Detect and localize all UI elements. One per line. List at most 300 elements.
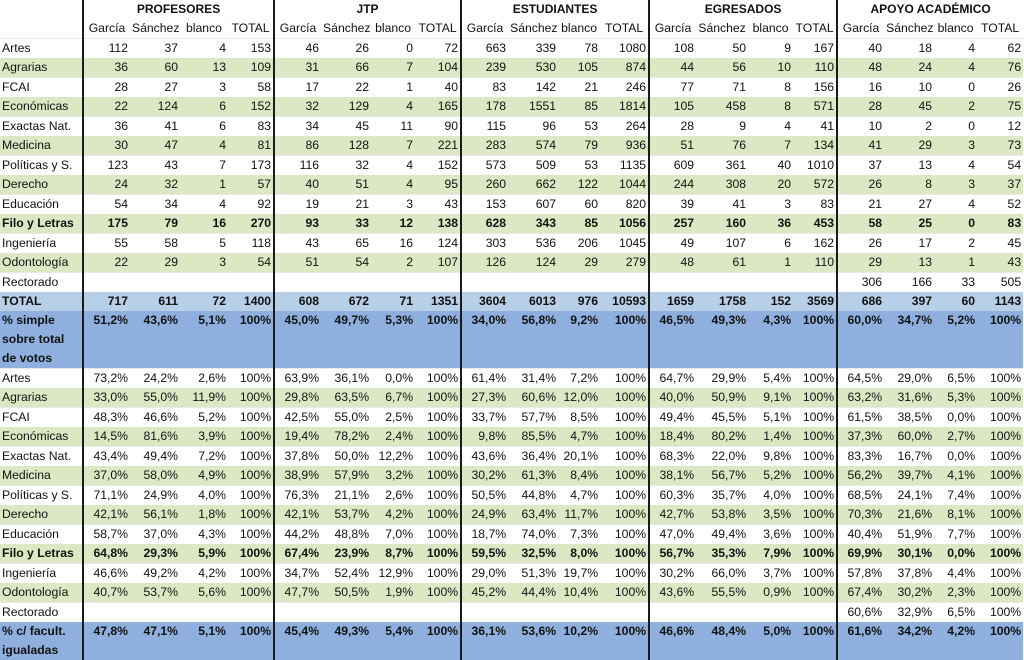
data-cell[interactable]: 63,9% bbox=[274, 369, 321, 389]
data-cell[interactable]: 0,0% bbox=[934, 544, 977, 564]
data-cell[interactable]: 95 bbox=[415, 175, 461, 195]
data-cell[interactable] bbox=[558, 273, 600, 293]
data-cell[interactable]: 75 bbox=[977, 97, 1023, 117]
data-cell[interactable]: 54 bbox=[977, 156, 1023, 176]
data-cell[interactable]: 60,3% bbox=[649, 486, 696, 506]
data-cell[interactable]: 41 bbox=[130, 117, 180, 137]
column-header[interactable]: blanco bbox=[371, 19, 415, 39]
data-cell[interactable]: 100% bbox=[793, 544, 837, 564]
data-cell[interactable]: 44,8% bbox=[508, 486, 558, 506]
data-cell[interactable]: 42,5% bbox=[274, 408, 321, 428]
data-cell[interactable]: 100% bbox=[600, 525, 649, 545]
data-cell[interactable]: 112 bbox=[83, 39, 130, 59]
data-cell[interactable]: 28 bbox=[649, 117, 696, 137]
data-cell[interactable]: 10 bbox=[837, 117, 884, 137]
data-cell[interactable]: 686 bbox=[837, 292, 884, 311]
data-cell[interactable]: 5,2% bbox=[748, 466, 793, 486]
data-cell[interactable]: 47 bbox=[130, 136, 180, 156]
data-cell[interactable]: 458 bbox=[696, 97, 748, 117]
data-cell[interactable]: 32 bbox=[130, 175, 180, 195]
data-cell[interactable]: 1010 bbox=[793, 156, 837, 176]
data-cell[interactable]: 12 bbox=[977, 117, 1023, 137]
data-cell[interactable]: 63,5% bbox=[321, 388, 371, 408]
data-cell[interactable]: 8 bbox=[748, 78, 793, 98]
data-cell[interactable]: 100% bbox=[228, 311, 274, 369]
data-cell[interactable]: 29 bbox=[884, 136, 934, 156]
data-cell[interactable]: 58,7% bbox=[83, 525, 130, 545]
data-cell[interactable]: 4,0% bbox=[180, 486, 228, 506]
data-cell[interactable]: 80,2% bbox=[696, 427, 748, 447]
data-cell[interactable]: 27 bbox=[130, 78, 180, 98]
data-cell[interactable]: 0 bbox=[934, 117, 977, 137]
data-cell[interactable] bbox=[371, 603, 415, 623]
data-cell[interactable]: 123 bbox=[83, 156, 130, 176]
data-cell[interactable]: 12,2% bbox=[371, 447, 415, 467]
data-cell[interactable]: 936 bbox=[600, 136, 649, 156]
data-cell[interactable]: 8 bbox=[884, 175, 934, 195]
data-cell[interactable]: 21,1% bbox=[321, 486, 371, 506]
data-cell[interactable]: 13 bbox=[884, 156, 934, 176]
data-cell[interactable]: 4 bbox=[934, 156, 977, 176]
data-cell[interactable]: 105 bbox=[649, 97, 696, 117]
data-cell[interactable]: 5,1% bbox=[748, 408, 793, 428]
data-cell[interactable]: 54 bbox=[321, 253, 371, 273]
data-cell[interactable]: 37,0% bbox=[83, 466, 130, 486]
data-cell[interactable]: 57,8% bbox=[837, 564, 884, 584]
data-cell[interactable]: 100% bbox=[977, 583, 1023, 603]
data-cell[interactable]: 58 bbox=[130, 234, 180, 254]
data-cell[interactable]: 4 bbox=[371, 175, 415, 195]
data-cell[interactable]: 39,7% bbox=[884, 466, 934, 486]
data-cell[interactable]: 178 bbox=[461, 97, 508, 117]
data-cell[interactable]: 46 bbox=[274, 39, 321, 59]
data-cell[interactable]: 60 bbox=[934, 292, 977, 311]
data-cell[interactable]: 5,4% bbox=[748, 369, 793, 389]
data-cell[interactable]: 8,5% bbox=[558, 408, 600, 428]
data-cell[interactable]: 61 bbox=[696, 253, 748, 273]
data-cell[interactable]: 47,0% bbox=[649, 525, 696, 545]
data-cell[interactable]: 100% bbox=[600, 311, 649, 369]
row-label[interactable]: Económicas bbox=[0, 427, 83, 447]
data-cell[interactable]: 100% bbox=[415, 466, 461, 486]
data-cell[interactable]: 18 bbox=[884, 39, 934, 59]
data-cell[interactable]: 81 bbox=[228, 136, 274, 156]
data-cell[interactable]: 44 bbox=[649, 58, 696, 78]
data-cell[interactable] bbox=[274, 603, 321, 623]
data-cell[interactable]: 574 bbox=[508, 136, 558, 156]
data-cell[interactable]: 24,9% bbox=[461, 505, 508, 525]
data-cell[interactable]: 303 bbox=[461, 234, 508, 254]
data-cell[interactable]: 66 bbox=[321, 58, 371, 78]
data-cell[interactable]: 26 bbox=[321, 39, 371, 59]
data-cell[interactable] bbox=[600, 603, 649, 623]
data-cell[interactable]: 9 bbox=[696, 117, 748, 137]
data-cell[interactable] bbox=[508, 273, 558, 293]
data-cell[interactable]: 156 bbox=[793, 78, 837, 98]
data-cell[interactable]: 100% bbox=[793, 622, 837, 660]
row-label[interactable]: Económicas bbox=[0, 97, 83, 117]
data-cell[interactable]: 1814 bbox=[600, 97, 649, 117]
data-cell[interactable]: 46,6% bbox=[130, 408, 180, 428]
data-cell[interactable]: 17 bbox=[884, 234, 934, 254]
data-cell[interactable]: 100% bbox=[977, 505, 1023, 525]
data-cell[interactable]: 65 bbox=[321, 234, 371, 254]
data-cell[interactable]: 9,8% bbox=[461, 427, 508, 447]
data-cell[interactable]: 4,3% bbox=[748, 311, 793, 369]
column-header[interactable]: blanco bbox=[748, 19, 793, 39]
group-header[interactable]: JTP bbox=[274, 0, 461, 19]
data-cell[interactable]: 8,4% bbox=[558, 466, 600, 486]
data-cell[interactable]: 100% bbox=[600, 388, 649, 408]
data-cell[interactable]: 48,4% bbox=[696, 622, 748, 660]
data-cell[interactable]: 4 bbox=[934, 195, 977, 215]
row-label[interactable]: % simple sobre total de votos bbox=[0, 311, 83, 369]
data-cell[interactable]: 34,7% bbox=[274, 564, 321, 584]
data-cell[interactable]: 31,4% bbox=[508, 369, 558, 389]
data-cell[interactable]: 100% bbox=[793, 369, 837, 389]
data-cell[interactable]: 21 bbox=[321, 195, 371, 215]
data-cell[interactable]: 2 bbox=[371, 253, 415, 273]
data-cell[interactable]: 2,7% bbox=[934, 427, 977, 447]
row-label[interactable]: Rectorado bbox=[0, 273, 83, 293]
data-cell[interactable]: 874 bbox=[600, 58, 649, 78]
data-cell[interactable]: 72 bbox=[415, 39, 461, 59]
data-cell[interactable]: 34,0% bbox=[461, 311, 508, 369]
data-cell[interactable]: 63,2% bbox=[837, 388, 884, 408]
data-cell[interactable]: 126 bbox=[461, 253, 508, 273]
data-cell[interactable]: 43 bbox=[415, 195, 461, 215]
data-cell[interactable]: 270 bbox=[228, 214, 274, 234]
data-cell[interactable]: 1143 bbox=[977, 292, 1023, 311]
data-cell[interactable]: 6 bbox=[180, 117, 228, 137]
column-header[interactable]: TOTAL bbox=[793, 19, 837, 39]
data-cell[interactable]: 43 bbox=[274, 234, 321, 254]
data-cell[interactable] bbox=[180, 603, 228, 623]
data-cell[interactable]: 4,7% bbox=[558, 427, 600, 447]
data-cell[interactable]: 83 bbox=[228, 117, 274, 137]
data-cell[interactable]: 50 bbox=[696, 39, 748, 59]
data-cell[interactable] bbox=[696, 603, 748, 623]
data-cell[interactable]: 175 bbox=[83, 214, 130, 234]
data-cell[interactable]: 56,7% bbox=[696, 466, 748, 486]
data-cell[interactable]: 71,1% bbox=[83, 486, 130, 506]
data-cell[interactable]: 14,5% bbox=[83, 427, 130, 447]
data-cell[interactable]: 52 bbox=[977, 195, 1023, 215]
data-cell[interactable]: 85,5% bbox=[508, 427, 558, 447]
data-cell[interactable]: 34 bbox=[274, 117, 321, 137]
data-cell[interactable]: 56,1% bbox=[130, 505, 180, 525]
data-cell[interactable]: 51 bbox=[649, 136, 696, 156]
data-cell[interactable]: 53 bbox=[558, 117, 600, 137]
data-cell[interactable]: 26 bbox=[837, 234, 884, 254]
data-cell[interactable]: 167 bbox=[793, 39, 837, 59]
data-cell[interactable]: 61,3% bbox=[508, 466, 558, 486]
data-cell[interactable]: 100% bbox=[228, 408, 274, 428]
data-cell[interactable]: 40 bbox=[415, 78, 461, 98]
data-cell[interactable]: 100% bbox=[977, 311, 1023, 369]
data-cell[interactable]: 100% bbox=[415, 408, 461, 428]
data-cell[interactable]: 19,4% bbox=[274, 427, 321, 447]
data-cell[interactable]: 21 bbox=[837, 195, 884, 215]
data-cell[interactable]: 9 bbox=[748, 39, 793, 59]
data-cell[interactable]: 100% bbox=[977, 486, 1023, 506]
data-cell[interactable]: 24,2% bbox=[130, 369, 180, 389]
data-cell[interactable]: 206 bbox=[558, 234, 600, 254]
data-cell[interactable]: 31,6% bbox=[884, 388, 934, 408]
data-cell[interactable]: 2,5% bbox=[371, 408, 415, 428]
data-cell[interactable]: 100% bbox=[977, 408, 1023, 428]
data-cell[interactable]: 122 bbox=[558, 175, 600, 195]
data-cell[interactable] bbox=[508, 603, 558, 623]
data-cell[interactable]: 46,6% bbox=[649, 622, 696, 660]
data-cell[interactable]: 13 bbox=[180, 58, 228, 78]
data-cell[interactable]: 160 bbox=[696, 214, 748, 234]
data-cell[interactable]: 453 bbox=[793, 214, 837, 234]
data-cell[interactable]: 128 bbox=[321, 136, 371, 156]
data-cell[interactable]: 5 bbox=[180, 234, 228, 254]
data-cell[interactable]: 53,7% bbox=[321, 505, 371, 525]
column-header[interactable]: García bbox=[274, 19, 321, 39]
data-cell[interactable]: 100% bbox=[415, 447, 461, 467]
data-cell[interactable]: 73,2% bbox=[83, 369, 130, 389]
data-cell[interactable]: 100% bbox=[415, 525, 461, 545]
data-cell[interactable]: 152 bbox=[415, 156, 461, 176]
data-cell[interactable]: 41 bbox=[793, 117, 837, 137]
data-cell[interactable] bbox=[321, 603, 371, 623]
data-cell[interactable]: 3,2% bbox=[371, 466, 415, 486]
data-cell[interactable]: 20 bbox=[748, 175, 793, 195]
data-cell[interactable]: 53,6% bbox=[508, 622, 558, 660]
data-cell[interactable] bbox=[83, 603, 130, 623]
data-cell[interactable]: 239 bbox=[461, 58, 508, 78]
data-cell[interactable]: 3 bbox=[180, 78, 228, 98]
data-cell[interactable]: 100% bbox=[793, 583, 837, 603]
data-cell[interactable]: 60 bbox=[130, 58, 180, 78]
data-cell[interactable]: 18,4% bbox=[649, 427, 696, 447]
data-cell[interactable]: 29 bbox=[130, 253, 180, 273]
data-cell[interactable]: 7,2% bbox=[558, 369, 600, 389]
data-cell[interactable]: 2,6% bbox=[371, 486, 415, 506]
data-cell[interactable]: 35,7% bbox=[696, 486, 748, 506]
data-cell[interactable]: 40 bbox=[837, 39, 884, 59]
data-cell[interactable]: 1 bbox=[748, 253, 793, 273]
data-cell[interactable]: 609 bbox=[649, 156, 696, 176]
group-header[interactable]: EGRESADOS bbox=[649, 0, 837, 19]
data-cell[interactable]: 107 bbox=[415, 253, 461, 273]
row-label[interactable]: Educación bbox=[0, 195, 83, 215]
data-cell[interactable]: 100% bbox=[228, 388, 274, 408]
data-cell[interactable]: 48 bbox=[649, 253, 696, 273]
data-cell[interactable]: 166 bbox=[884, 273, 934, 293]
data-cell[interactable]: 100% bbox=[415, 544, 461, 564]
row-label[interactable]: Odontología bbox=[0, 583, 83, 603]
data-cell[interactable]: 100% bbox=[228, 622, 274, 660]
data-cell[interactable]: 283 bbox=[461, 136, 508, 156]
data-cell[interactable]: 7,9% bbox=[748, 544, 793, 564]
row-label[interactable]: Exactas Nat. bbox=[0, 117, 83, 137]
data-cell[interactable]: 100% bbox=[600, 564, 649, 584]
data-cell[interactable]: 100% bbox=[415, 583, 461, 603]
data-cell[interactable]: 41 bbox=[696, 195, 748, 215]
row-label[interactable]: TOTAL bbox=[0, 292, 83, 311]
data-cell[interactable] bbox=[321, 273, 371, 293]
data-cell[interactable]: 42,1% bbox=[274, 505, 321, 525]
column-header[interactable]: Sánchez bbox=[321, 19, 371, 39]
data-cell[interactable]: 57,7% bbox=[508, 408, 558, 428]
data-cell[interactable]: 100% bbox=[600, 505, 649, 525]
data-cell[interactable]: 10 bbox=[748, 58, 793, 78]
data-cell[interactable]: 5,1% bbox=[180, 311, 228, 369]
data-cell[interactable]: 0,9% bbox=[748, 583, 793, 603]
data-cell[interactable] bbox=[130, 273, 180, 293]
data-cell[interactable]: 46,5% bbox=[649, 311, 696, 369]
data-cell[interactable]: 7,0% bbox=[371, 525, 415, 545]
data-cell[interactable]: 39 bbox=[649, 195, 696, 215]
row-label[interactable]: Derecho bbox=[0, 505, 83, 525]
row-label[interactable]: Filo y Letras bbox=[0, 544, 83, 564]
data-cell[interactable]: 60,0% bbox=[884, 427, 934, 447]
data-cell[interactable]: 56,7% bbox=[649, 544, 696, 564]
data-cell[interactable]: 5,3% bbox=[934, 388, 977, 408]
data-cell[interactable]: 51,2% bbox=[83, 311, 130, 369]
data-cell[interactable]: 34 bbox=[130, 195, 180, 215]
data-cell[interactable]: 49,3% bbox=[696, 311, 748, 369]
column-header[interactable]: TOTAL bbox=[600, 19, 649, 39]
data-cell[interactable]: 152 bbox=[228, 97, 274, 117]
data-cell[interactable]: 26 bbox=[977, 78, 1023, 98]
data-cell[interactable]: 28 bbox=[837, 97, 884, 117]
data-cell[interactable]: 43,4% bbox=[83, 447, 130, 467]
data-cell[interactable]: 27,3% bbox=[461, 388, 508, 408]
column-header[interactable]: blanco bbox=[558, 19, 600, 39]
data-cell[interactable] bbox=[461, 603, 508, 623]
data-cell[interactable]: 100% bbox=[600, 369, 649, 389]
data-cell[interactable]: 46,6% bbox=[83, 564, 130, 584]
data-cell[interactable]: 19 bbox=[274, 195, 321, 215]
data-cell[interactable]: 100% bbox=[228, 525, 274, 545]
data-cell[interactable]: 611 bbox=[130, 292, 180, 311]
data-cell[interactable]: 81,6% bbox=[130, 427, 180, 447]
data-cell[interactable]: 76 bbox=[977, 58, 1023, 78]
data-cell[interactable]: 1045 bbox=[600, 234, 649, 254]
data-cell[interactable]: 60,6% bbox=[837, 603, 884, 623]
data-cell[interactable]: 29,0% bbox=[461, 564, 508, 584]
data-cell[interactable]: 100% bbox=[793, 525, 837, 545]
data-cell[interactable]: 53 bbox=[558, 156, 600, 176]
data-cell[interactable]: 1056 bbox=[600, 214, 649, 234]
data-cell[interactable]: 50,0% bbox=[321, 447, 371, 467]
data-cell[interactable]: 4,4% bbox=[934, 564, 977, 584]
row-label[interactable]: Ingeniería bbox=[0, 564, 83, 584]
data-cell[interactable]: 1758 bbox=[696, 292, 748, 311]
data-cell[interactable]: 134 bbox=[793, 136, 837, 156]
data-cell[interactable]: 62 bbox=[977, 39, 1023, 59]
row-label[interactable]: Educación bbox=[0, 525, 83, 545]
data-cell[interactable]: 36,1% bbox=[461, 622, 508, 660]
data-cell[interactable]: 257 bbox=[649, 214, 696, 234]
data-cell[interactable]: 607 bbox=[508, 195, 558, 215]
data-cell[interactable]: 24 bbox=[884, 58, 934, 78]
data-cell[interactable]: 8,7% bbox=[371, 544, 415, 564]
data-cell[interactable] bbox=[274, 273, 321, 293]
column-header[interactable]: Sánchez bbox=[696, 19, 748, 39]
data-cell[interactable]: 51 bbox=[321, 175, 371, 195]
column-header[interactable]: Sánchez bbox=[130, 19, 180, 39]
data-cell[interactable]: 118 bbox=[228, 234, 274, 254]
data-cell[interactable]: 6 bbox=[748, 234, 793, 254]
row-label[interactable]: Derecho bbox=[0, 175, 83, 195]
data-cell[interactable]: 85 bbox=[558, 97, 600, 117]
data-cell[interactable]: 6 bbox=[180, 97, 228, 117]
data-cell[interactable]: 8 bbox=[748, 97, 793, 117]
data-cell[interactable] bbox=[600, 273, 649, 293]
column-header[interactable]: García bbox=[837, 19, 884, 39]
data-cell[interactable]: 100% bbox=[228, 369, 274, 389]
data-cell[interactable]: 608 bbox=[274, 292, 321, 311]
data-cell[interactable]: 7 bbox=[371, 136, 415, 156]
data-cell[interactable]: 2 bbox=[934, 97, 977, 117]
data-cell[interactable]: 11,7% bbox=[558, 505, 600, 525]
data-cell[interactable]: 572 bbox=[793, 175, 837, 195]
data-cell[interactable]: 7,2% bbox=[180, 447, 228, 467]
data-cell[interactable]: 44,4% bbox=[508, 583, 558, 603]
data-cell[interactable]: 104 bbox=[415, 58, 461, 78]
data-cell[interactable]: 124 bbox=[508, 253, 558, 273]
data-cell[interactable]: 116 bbox=[274, 156, 321, 176]
data-cell[interactable]: 5,6% bbox=[180, 583, 228, 603]
data-cell[interactable]: 54 bbox=[83, 195, 130, 215]
data-cell[interactable]: 1 bbox=[371, 78, 415, 98]
data-cell[interactable]: 2 bbox=[934, 234, 977, 254]
data-cell[interactable]: 61,5% bbox=[837, 408, 884, 428]
data-cell[interactable]: 260 bbox=[461, 175, 508, 195]
data-cell[interactable]: 8,1% bbox=[934, 505, 977, 525]
data-cell[interactable]: 820 bbox=[600, 195, 649, 215]
data-cell[interactable]: 100% bbox=[415, 311, 461, 369]
data-cell[interactable]: 45 bbox=[977, 234, 1023, 254]
data-cell[interactable]: 4,0% bbox=[748, 486, 793, 506]
data-cell[interactable]: 1,9% bbox=[371, 583, 415, 603]
data-cell[interactable]: 100% bbox=[793, 447, 837, 467]
data-cell[interactable]: 78,2% bbox=[321, 427, 371, 447]
column-header[interactable]: Sánchez bbox=[884, 19, 934, 39]
data-cell[interactable]: 56,8% bbox=[508, 311, 558, 369]
data-cell[interactable]: 37,3% bbox=[837, 427, 884, 447]
data-cell[interactable]: 30,2% bbox=[649, 564, 696, 584]
data-cell[interactable] bbox=[649, 273, 696, 293]
data-cell[interactable]: 2,6% bbox=[180, 369, 228, 389]
data-cell[interactable]: 45,4% bbox=[274, 622, 321, 660]
data-cell[interactable]: 10,4% bbox=[558, 583, 600, 603]
data-cell[interactable]: 4,1% bbox=[934, 466, 977, 486]
data-cell[interactable]: 86 bbox=[274, 136, 321, 156]
data-cell[interactable]: 1 bbox=[180, 175, 228, 195]
column-header[interactable]: TOTAL bbox=[415, 19, 461, 39]
data-cell[interactable]: 57 bbox=[228, 175, 274, 195]
data-cell[interactable]: 573 bbox=[461, 156, 508, 176]
data-cell[interactable]: 32 bbox=[274, 97, 321, 117]
data-cell[interactable]: 22 bbox=[83, 97, 130, 117]
data-cell[interactable]: 61,4% bbox=[461, 369, 508, 389]
data-cell[interactable] bbox=[228, 273, 274, 293]
data-cell[interactable]: 29,0% bbox=[884, 369, 934, 389]
data-cell[interactable]: 71 bbox=[371, 292, 415, 311]
row-label[interactable]: Agrarias bbox=[0, 58, 83, 78]
data-cell[interactable]: 4 bbox=[180, 39, 228, 59]
data-cell[interactable]: 107 bbox=[696, 234, 748, 254]
data-cell[interactable]: 48,8% bbox=[321, 525, 371, 545]
column-header[interactable]: blanco bbox=[180, 19, 228, 39]
